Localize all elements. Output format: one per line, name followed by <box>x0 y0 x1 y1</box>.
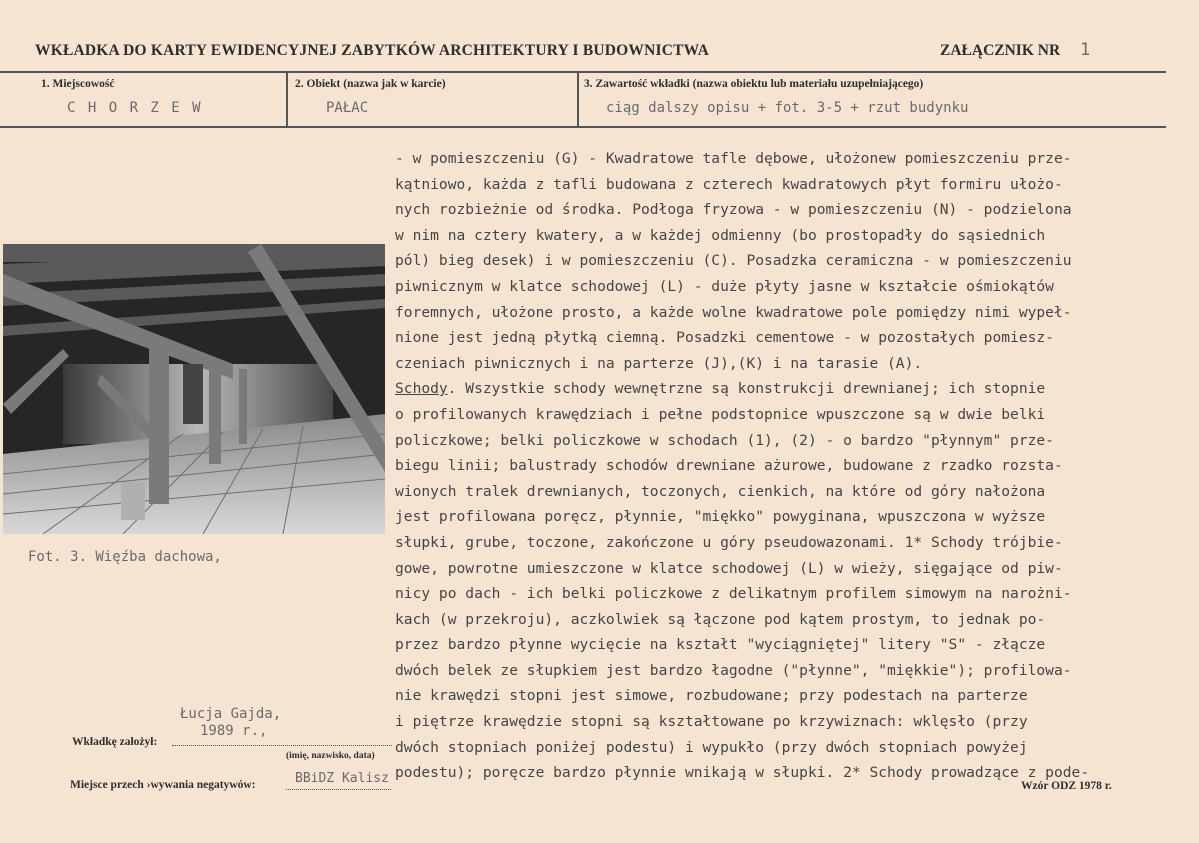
text-line: pól) bieg desek) i w pomieszczeniu (C). Posadzka ceramiczna - w pomieszczeniu <box>395 252 1072 270</box>
founder-hint: (imię, nazwisko, data) <box>286 751 375 761</box>
attic-photo <box>3 244 385 534</box>
storage-line <box>286 789 391 790</box>
text-line: wionych tralek drewnianych, toczonych, cienkich, na które od góry nałożona <box>395 482 1046 500</box>
founder-name: Łucja Gajda, <box>180 706 282 722</box>
text-line: nie krawędzi stopni jest simowe, rozbudowane; przy podestach na parterze <box>395 687 1028 705</box>
content-label: 3. Zawartość wkładki (nazwa obiektu lub materiału uzupełniającego) <box>584 78 924 90</box>
form-reference: Wzór ODZ 1978 r. <box>1021 780 1112 792</box>
text-line: kątniowo, każda z tafli budowana z czterech kwadratowych płyt formiru ułożo- <box>395 175 1063 193</box>
text-line: nione jest jedną płytką ciemną. Posadzki cementowe - w pozostałych pomiesz- <box>395 329 1054 347</box>
founder-year: 1989 r., <box>200 723 268 739</box>
text-line: czeniach piwnicznych i na parterze (J),(K) i na tarasie (A). <box>395 354 923 372</box>
text-line: jest profilowana poręcz, płynnie, "miękko" powyginana, wpuszczona w wyższe <box>395 508 1046 526</box>
text-line: dwóch stopniach poniżej podestu) i wypukło (przy dwóch stopniach powyżej <box>395 738 1028 756</box>
storage-value: BBiDZ Kalisz <box>295 771 389 786</box>
text-line: słupki, grube, toczone, zakończone u góry pseudowazonami. 1* Schody trójbie- <box>395 533 1063 551</box>
content-value: ciąg dalszy opisu + fot. 3-5 + rzut budynku <box>606 100 969 116</box>
text-line: o profilowanych krawędziach i pełne podstopnice wpuszczone są w dwie belki <box>395 405 1046 423</box>
text-line: - w pomieszczeniu (G) - Kwadratowe tafle dębowe, ułożonew pomieszczeniu prze- <box>395 150 1072 167</box>
text-line: podestu); poręcze bardzo płynnie wnikają w słupki. 2* Schody prowadzące z pode- <box>395 764 1090 782</box>
text-line: foremnych, ułożone prosto, a każde wolne kwadratowe pole pomiędzy nimi wypeł- <box>395 303 1072 321</box>
field-divider-1 <box>286 72 288 127</box>
text-line <box>395 376 1185 402</box>
schody-heading: Schody <box>395 380 448 398</box>
locality-value: C H O R Z E W <box>67 100 203 116</box>
card-title: WKŁADKA DO KARTY EWIDENCYJNEJ ZABYTKÓW ARCHITEKTURY I BUDOWNICTWA <box>35 42 710 59</box>
schody-line-rest: . Wszystkie schody wewnętrzne są konstrukcji drewnianej; ich stopnie <box>447 380 1046 398</box>
object-value: PAŁAC <box>326 100 369 116</box>
founder-signature-line <box>172 745 392 746</box>
text-line: i piętrze krawędzie stopni są kształtowane po krzywiznach: wklęsło (przy <box>395 713 1028 731</box>
object-label: 2. Obiekt (nazwa jak w karcie) <box>295 78 446 90</box>
text-line: dwóch belek ze słupkiem jest bardzo łagodne ("płynne", "miękkie"); profilowa- <box>395 661 1072 679</box>
annex-label: ZAŁĄCZNIK NR <box>940 42 1061 59</box>
text-line: gowe, powrotne umieszczone w klatce schodowej (L) w wieży, sięgające od piw- <box>395 559 1063 577</box>
text-line: biegu linii; balustrady schodów drewniane ażurowe, budowane z rzadko rozsta- <box>395 457 1063 475</box>
founder-label: Wkładkę założył: <box>72 736 158 748</box>
text-line: nych rozbieżnie od środka. Podłoga fryzowa - w pomieszczeniu (N) - podzielona <box>395 201 1072 219</box>
text-line: przez bardzo płynne wycięcie na kształt "wyciągniętej" litery "S" - złącze <box>395 636 1046 654</box>
text-line: policzkowe; belki policzkowe w schodach (1), (2) - o bardzo "płynnym" prze- <box>395 431 1054 449</box>
text-line: nicy po dach - ich belki policzkowe z delikatnym profilem simowym na narożni- <box>395 585 1072 603</box>
description-text <box>395 146 1185 786</box>
text-line: w nim na cztery kwatery, a w każdej odmienny (bo prostopadły do sąsiednich <box>395 226 1046 244</box>
roof-truss-image <box>3 244 385 534</box>
text-line: kach (w przekroju), aczkolwiek są łączone pod kątem prostym, to jednak po- <box>395 610 1046 628</box>
photo-caption: Fot. 3. Więźba dachowa, <box>28 549 222 565</box>
text-line: piwnicznym w klatce schodowej (L) - duże płyty jasne w kształcie ośmiokątów <box>395 277 1054 295</box>
storage-label: Miejsce przech ›wywania negatywów: <box>70 779 256 791</box>
field-divider-2 <box>577 72 579 127</box>
locality-label: 1. Miejscowość <box>41 78 115 90</box>
header-bottom-rule <box>0 126 1166 128</box>
header-top-rule <box>0 71 1166 73</box>
annex-number: 1 <box>1080 40 1091 60</box>
